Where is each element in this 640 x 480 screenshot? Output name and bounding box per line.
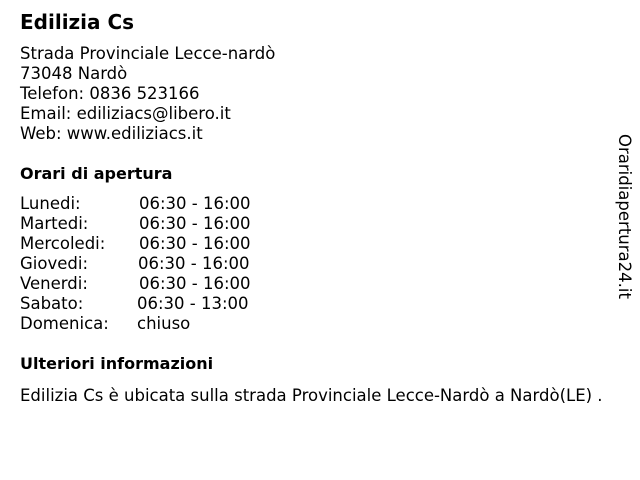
additional-info-text: Edilizia Cs è ubicata sulla strada Provinciale Lecce-Nardò a Nardò(LE) . [20,386,603,405]
day-label: Giovedi: [20,254,88,273]
day-label: Lunedi: [20,194,81,213]
watermark-text: Oraridiapertura24.it [615,134,634,299]
watermark-vertical [612,134,636,310]
website: Web: www.ediliziacs.it [20,124,203,143]
phone-number: Telefon: 0836 523166 [20,84,200,103]
day-label: Sabato: [20,294,84,313]
day-label: Domenica: [20,314,109,333]
hours-value: 06:30 - 16:00 [138,254,250,273]
hours-value: 06:30 - 16:00 [139,234,251,253]
email-address: Email: ediliziacs@libero.it [20,104,231,123]
business-name: Edilizia Cs [20,10,135,34]
address-city: 73048 Nardò [20,64,128,83]
day-label: Mercoledi: [20,234,106,253]
hours-value: 06:30 - 16:00 [139,214,251,233]
hours-value: 06:30 - 13:00 [137,294,249,313]
hours-value: chiuso [137,314,191,333]
day-label: Venerdi: [20,274,88,293]
day-label: Martedi: [20,214,89,233]
address-street: Strada Provinciale Lecce-nardò [20,44,276,63]
opening-hours-heading: Orari di apertura [20,164,173,183]
contact-block [20,44,275,144]
hours-value: 06:30 - 16:00 [139,274,251,293]
additional-info-heading: Ulteriori informazioni [20,354,214,373]
hours-value: 06:30 - 16:00 [139,194,251,213]
